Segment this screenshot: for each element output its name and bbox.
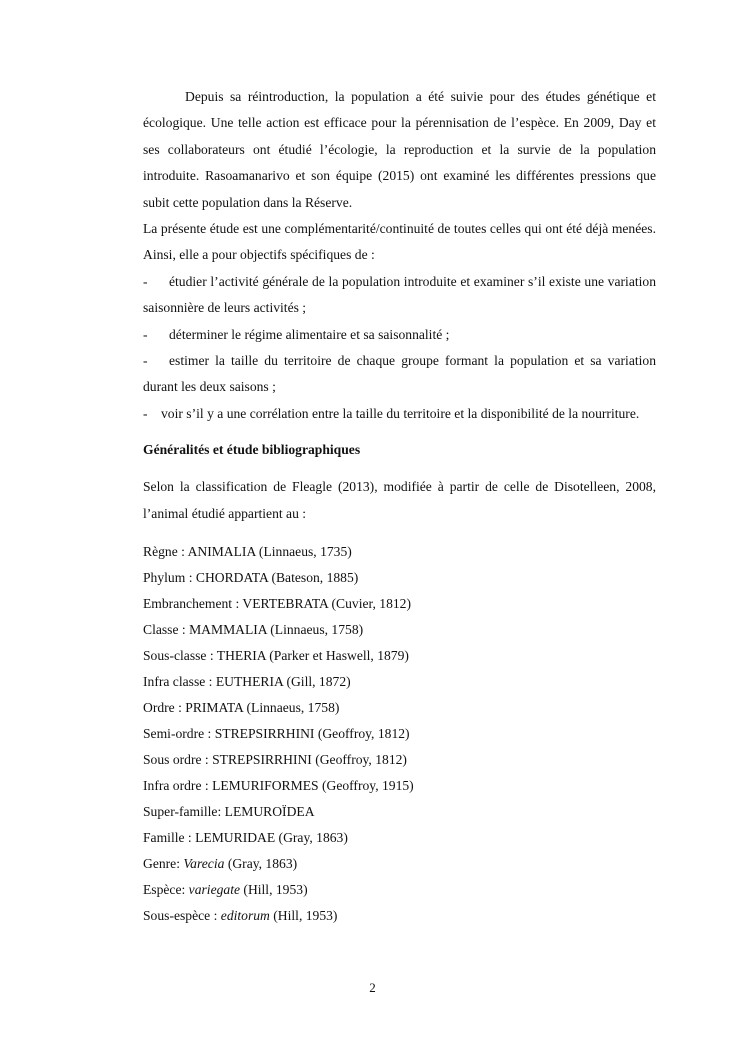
taxon-rank: Sous ordre : bbox=[143, 752, 213, 768]
taxon-authority: (Parker et Haswell, 1879) bbox=[265, 648, 409, 664]
section-heading: Généralités et étude bibliographiques bbox=[143, 442, 361, 458]
taxon-rank: Règne : bbox=[143, 544, 188, 560]
objective-text: déterminer le régime alimentaire et sa saisonnalité ; bbox=[169, 326, 450, 342]
objective-item bbox=[143, 401, 656, 427]
taxon-name: VERTEBRATA bbox=[242, 596, 329, 612]
taxonomy-row bbox=[143, 825, 656, 851]
bullet-dash: - bbox=[143, 273, 148, 289]
taxonomy-row bbox=[143, 695, 656, 721]
taxon-authority: (Gray, 1863) bbox=[224, 856, 298, 872]
taxon-authority: (Hill, 1953) bbox=[269, 908, 338, 924]
taxon-authority: (Gray, 1863) bbox=[275, 830, 348, 846]
taxon-name: PRIMATA bbox=[185, 700, 244, 716]
taxon-name: EUTHERIA bbox=[215, 674, 284, 690]
taxon-rank: Sous-espèce : bbox=[143, 908, 221, 924]
bullet-dash: - bbox=[143, 405, 148, 421]
taxon-authority: (Gill, 1872) bbox=[283, 674, 351, 690]
taxon-name: variegate bbox=[188, 882, 241, 898]
taxon-authority: (Linnaeus, 1735) bbox=[255, 544, 352, 560]
taxonomy-row bbox=[143, 643, 656, 669]
taxon-name: Varecia bbox=[183, 856, 225, 872]
intro-paragraph-1: Depuis sa réintroduction, la population a été suivie pour des études génétique et écologique. Une telle action est efficace pour la pérennisation de l’espèce. En 2009, Day et ses collaborateurs ont étudié l’écologie, la reproduction et la survie de la population introduite. Rasoamanarivo et son équipe (2015) ont examiné les différentes pressions que subit cette population dans la Réserve. bbox=[143, 89, 656, 210]
objective-item bbox=[143, 269, 656, 322]
taxon-name: LEMURIDAE bbox=[195, 830, 276, 846]
taxon-authority: (Geoffroy, 1812) bbox=[311, 752, 407, 768]
taxon-rank: Ordre : bbox=[143, 700, 186, 716]
taxon-name: LEMURIFORMES bbox=[212, 778, 319, 794]
taxon-name: ANIMALIA bbox=[187, 544, 256, 560]
taxon-authority: (Geoffroy, 1915) bbox=[318, 778, 414, 794]
taxon-name: editorum bbox=[220, 908, 270, 924]
taxonomy-row bbox=[143, 721, 656, 747]
taxonomy-row bbox=[143, 539, 656, 565]
objective-item bbox=[143, 348, 656, 401]
taxon-authority: (Linnaeus, 1758) bbox=[243, 700, 340, 716]
taxon-rank: Phylum : bbox=[143, 570, 196, 586]
taxon-name: STREPSIRRHINI bbox=[214, 726, 315, 742]
taxonomy-row bbox=[143, 799, 656, 825]
taxon-name: CHORDATA bbox=[195, 570, 269, 586]
taxon-authority: (Bateson, 1885) bbox=[268, 570, 359, 586]
spacer bbox=[143, 463, 656, 474]
spacer bbox=[143, 527, 656, 539]
taxon-authority: (Cuvier, 1812) bbox=[328, 596, 411, 612]
objective-text: estimer la taille du territoire de chaque groupe formant la population et sa variation durant les deux saisons ; bbox=[143, 353, 656, 395]
taxon-rank: Infra ordre : bbox=[143, 778, 213, 794]
section-paragraph: Selon la classification de Fleagle (2013), modifiée à partir de celle de Disotelleen, 2008, l’animal étudié appartient au : bbox=[143, 479, 656, 521]
taxon-rank: Classe : bbox=[143, 622, 190, 638]
objective-text: étudier l’activité générale de la population introduite et examiner s’il existe une variation saisonnière de leurs activités ; bbox=[143, 273, 656, 316]
taxon-name: MAMMALIA bbox=[189, 622, 267, 638]
taxon-rank: Semi-ordre : bbox=[143, 726, 215, 742]
taxon-rank: Genre: bbox=[143, 856, 184, 872]
objective-text: voir s’il y a une corrélation entre la taille du territoire et la disponibilité de la nourriture. bbox=[161, 405, 640, 421]
taxonomy-row bbox=[143, 851, 656, 877]
taxon-authority: (Geoffroy, 1812) bbox=[314, 726, 410, 742]
taxonomy-row bbox=[143, 903, 656, 929]
taxonomy-row bbox=[143, 617, 656, 643]
document-page bbox=[143, 84, 656, 929]
taxon-rank: Super-famille: bbox=[143, 804, 225, 820]
bullet-dash: - bbox=[143, 353, 148, 369]
taxon-rank: Espèce: bbox=[143, 882, 189, 898]
taxonomy-row bbox=[143, 877, 656, 903]
taxonomy-row bbox=[143, 747, 656, 773]
taxon-name: STREPSIRRHINI bbox=[212, 752, 312, 768]
taxon-rank: Famille : bbox=[143, 830, 196, 846]
taxon-authority: (Linnaeus, 1758) bbox=[266, 622, 364, 638]
taxonomy-row bbox=[143, 773, 656, 799]
objective-item bbox=[143, 322, 656, 348]
taxon-name: LEMUROÏDEA bbox=[224, 804, 315, 820]
taxon-rank: Embranchement : bbox=[143, 596, 243, 612]
taxon-rank: Sous-classe : bbox=[143, 648, 217, 664]
taxonomy-row bbox=[143, 669, 656, 695]
intro-paragraph-2: La présente étude est une complémentarité/continuité de toutes celles qui ont été déjà menées. Ainsi, elle a pour objectifs spécifiques de : bbox=[143, 221, 656, 263]
taxonomy-list bbox=[143, 539, 656, 929]
taxon-name: THERIA bbox=[216, 648, 266, 664]
taxon-rank: Infra classe : bbox=[143, 674, 216, 690]
taxonomy-row bbox=[143, 591, 656, 617]
page-number: 2 bbox=[369, 980, 376, 995]
taxonomy-row bbox=[143, 565, 656, 591]
objectives-list bbox=[143, 269, 656, 427]
bullet-dash: - bbox=[143, 326, 148, 342]
taxon-authority: (Hill, 1953) bbox=[240, 882, 308, 898]
